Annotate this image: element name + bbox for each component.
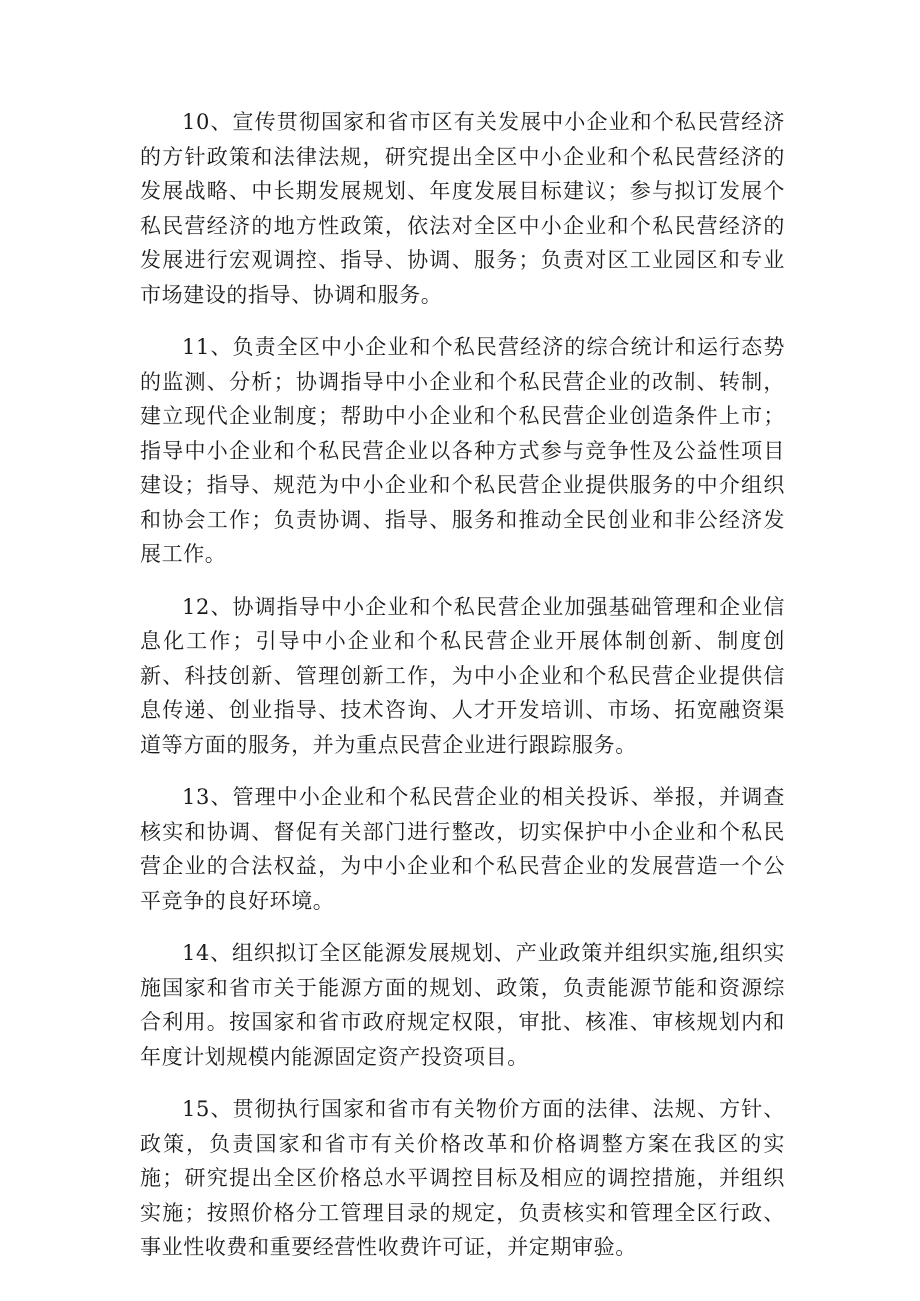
paragraph-11: 11、负责全区中小企业和个私民营经济的综合统计和运行态势的监测、分析；协调指导中小企业和个私民营企业的改制、转制，建立现代企业制度；帮助中小企业和个私民营企业创造条件上市；指导中小企业和个私民营企业以各种方式参与竞争性及公益性项目建设；指导、规范为中小企业和个私民营企业提供服务的中介组织和协会工作；负责协调、指导、服务和推动全民创业和非公经济发展工作。: [140, 335, 785, 566]
paragraph-15: 15、贯彻执行国家和省市有关物价方面的法律、法规、方针、政策，负责国家和省市有关价格改革和价格调整方案在我区的实施；研究提出全区价格总水平调控目标及相应的调控措施，并组织实施；按照价格分工管理目录的规定，负责核实和管理全区行政、事业性收费和重要经营性收费许可证，并定期审验。: [140, 1097, 785, 1259]
paragraph-14: 14、组织拟订全区能源发展规划、产业政策并组织实施,组织实施国家和省市关于能源方面的规划、政策，负责能源节能和资源综合利用。按国家和省市政府规定权限，审批、核准、审核规划内和年度计划规模内能源固定资产投资项目。: [140, 941, 785, 1069]
paragraph-10: 10、宣传贯彻国家和省市区有关发展中小企业和个私民营经济的方针政策和法律法规，研究提出全区中小企业和个私民营经济的发展战略、中长期发展规划、年度发展目标建议；参与拟订发展个私民营经济的地方性政策，依法对全区中小企业和个私民营经济的发展进行宏观调控、指导、协调、服务；负责对区工业园区和专业市场建设的指导、协调和服务。: [140, 110, 785, 307]
document-body: [140, 105, 785, 1283]
paragraph-13: 13、管理中小企业和个私民营企业的相关投诉、举报，并调查核实和协调、督促有关部门进行整改，切实保护中小企业和个私民营企业的合法权益，为中小企业和个私民营企业的发展营造一个公平竞争的良好环境。: [140, 785, 785, 913]
paragraph-12: 12、协调指导中小企业和个私民营企业加强基础管理和企业信息化工作；引导中小企业和个私民营企业开展体制创新、制度创新、科技创新、管理创新工作，为中小企业和个私民营企业提供信息传递、创业指导、技术咨询、人才开发培训、市场、拓宽融资渠道等方面的服务，并为重点民营企业进行跟踪服务。: [140, 594, 785, 757]
